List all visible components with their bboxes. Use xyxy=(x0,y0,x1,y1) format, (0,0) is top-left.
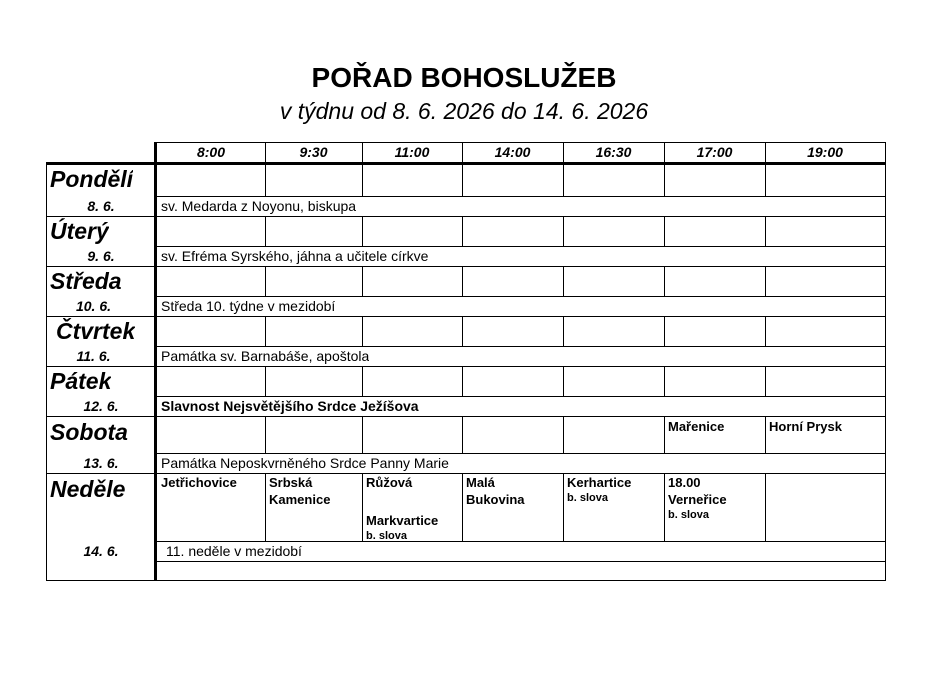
mass-saturday-1900: Horní Prysk xyxy=(769,419,842,434)
grid-line xyxy=(46,473,156,474)
day-name-sunday: Neděle xyxy=(50,476,126,502)
grid-line xyxy=(156,366,886,367)
grid-line xyxy=(664,316,665,346)
grid-line xyxy=(265,366,266,396)
mass-sunday-1700 xyxy=(664,473,765,523)
grid-line xyxy=(46,266,156,267)
feast-thursday: Památka sv. Barnabáše, apoštola xyxy=(161,348,370,364)
grid-line xyxy=(156,316,886,317)
mass-note: b. slova xyxy=(668,509,709,521)
feast-monday: sv. Medarda z Noyonu, biskupa xyxy=(161,198,357,214)
grid-line xyxy=(46,216,156,217)
grid-line xyxy=(362,366,363,396)
mass-sunday-1400 xyxy=(462,473,563,509)
grid-line xyxy=(885,142,886,581)
mass-note: b. slova xyxy=(366,530,407,542)
grid-line xyxy=(156,266,886,267)
grid-line xyxy=(265,416,266,453)
mass-saturday-1700: Mařenice xyxy=(668,419,725,434)
day-name-monday: Pondělí xyxy=(50,166,134,192)
day-name-saturday: Sobota xyxy=(50,419,128,445)
mass-place: Markvartice xyxy=(366,513,439,528)
grid-line xyxy=(462,316,463,346)
day-date-wednesday: 10. 6. xyxy=(75,298,112,314)
day-name-tuesday: Úterý xyxy=(50,218,109,244)
grid-line xyxy=(265,216,266,246)
grid-line xyxy=(46,366,156,367)
mass-place: Bukovina xyxy=(466,492,525,507)
day-date-sunday: 14. 6. xyxy=(83,543,119,559)
feast-saturday: Památka Neposkvrněného Srdce Panny Marie xyxy=(161,455,449,471)
day-date-saturday: 13. 6. xyxy=(83,455,119,471)
grid-line xyxy=(563,266,564,296)
feast-friday: Slavnost Nejsvětějšího Srdce Ježíšova xyxy=(161,398,419,414)
grid-line xyxy=(362,216,363,246)
mass-place: Kerhartice xyxy=(567,475,632,490)
grid-line xyxy=(156,561,886,562)
grid-line xyxy=(265,266,266,296)
grid-line xyxy=(765,366,766,396)
grid-line xyxy=(46,316,156,317)
day-date-monday: 8. 6. xyxy=(87,198,115,214)
grid-line xyxy=(46,416,156,417)
mass-place: Malá xyxy=(466,475,495,490)
grid-line xyxy=(765,216,766,246)
grid-line xyxy=(46,162,47,581)
grid-line xyxy=(265,316,266,346)
grid-line xyxy=(664,266,665,296)
time-header: 9:30 xyxy=(299,144,328,160)
grid-line xyxy=(765,473,766,541)
time-header: 11:00 xyxy=(394,144,430,160)
grid-line xyxy=(563,316,564,346)
day-date-thursday: 11. 6. xyxy=(76,348,111,364)
grid-line xyxy=(664,216,665,246)
grid-line xyxy=(46,162,886,165)
feast-wednesday: Středa 10. týdne v mezidobí xyxy=(161,298,336,314)
mass-place: Jetřichovice xyxy=(161,475,237,490)
page-subtitle: v týdnu od 8. 6. 2026 do 14. 6. 2026 xyxy=(279,98,649,124)
mass-sunday-1100 xyxy=(362,473,462,544)
grid-line xyxy=(362,416,363,453)
page-title: POŘAD BOHOSLUŽEB xyxy=(311,62,617,93)
time-header: 19:00 xyxy=(807,144,843,160)
grid-line xyxy=(462,416,463,453)
mass-note: b. slova xyxy=(567,492,608,504)
grid-line xyxy=(462,366,463,396)
grid-line xyxy=(765,266,766,296)
grid-line xyxy=(156,216,886,217)
feast-sunday: 11. neděle v mezidobí xyxy=(166,543,302,559)
grid-line xyxy=(362,316,363,346)
time-header: 17:00 xyxy=(696,144,733,160)
mass-place: Srbská xyxy=(269,475,313,490)
grid-line xyxy=(765,316,766,346)
grid-line xyxy=(563,416,564,453)
mass-sunday-1630 xyxy=(563,473,664,506)
mass-place: Verneřice xyxy=(668,492,727,507)
day-date-tuesday: 9. 6. xyxy=(87,248,115,264)
mass-place: Kamenice xyxy=(269,492,331,507)
grid-line xyxy=(563,366,564,396)
time-header: 14:00 xyxy=(494,144,531,160)
time-header: 8:00 xyxy=(196,144,226,160)
time-header: 16:30 xyxy=(595,144,632,160)
grid-line xyxy=(664,366,665,396)
mass-sunday-0800 xyxy=(157,473,265,492)
grid-line xyxy=(362,266,363,296)
mass-time: 18.00 xyxy=(668,475,701,490)
grid-line xyxy=(462,266,463,296)
day-name-friday: Pátek xyxy=(50,368,112,394)
day-name-thursday: Čtvrtek xyxy=(56,318,136,344)
mass-sunday-0930 xyxy=(265,473,362,509)
grid-line xyxy=(563,216,564,246)
day-date-friday: 12. 6. xyxy=(83,398,119,414)
mass-place: Růžová xyxy=(366,475,413,490)
feast-tuesday: sv. Efréma Syrského, jáhna a učitele církve xyxy=(161,248,429,264)
grid-line xyxy=(462,216,463,246)
day-name-wednesday: Středa xyxy=(50,268,122,294)
grid-line xyxy=(46,580,886,581)
